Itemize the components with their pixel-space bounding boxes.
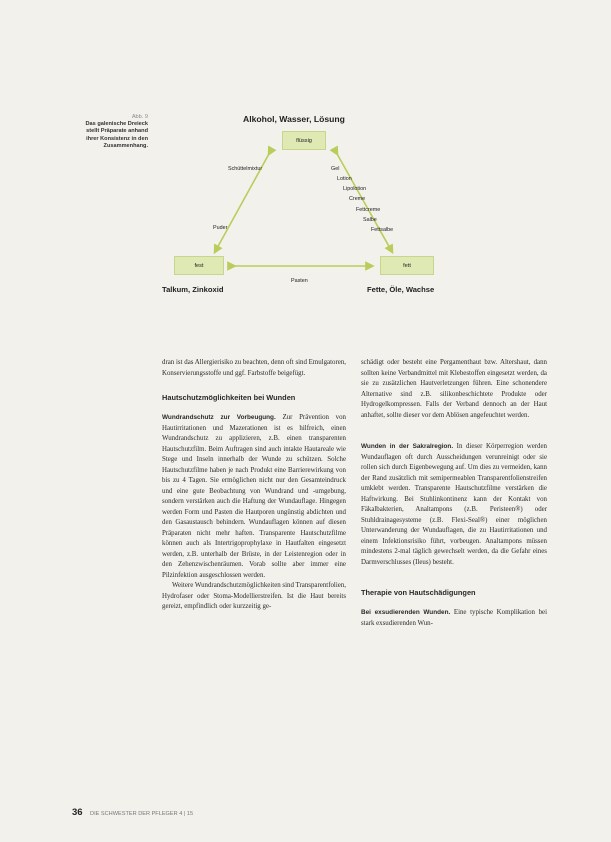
paragraph: schädigt oder besteht eine Pergamenthaut bzw. Altershaut, dann sollten keine Verbandmittel mit Klebestoffen eingesetzt werden, da sie zu zusätzlichen Hautverletzungen führen. Eine schonendere Alternative sind z.B. silikonbeschichtete Produkte oder Hydrogelkompressen. Falls der Verband dennoch an der Haut anhaftet, sollte dieser vor dem Ablösen angefeuchtet werden.: [361, 359, 547, 419]
figure-label: Abb. 9: [131, 114, 148, 120]
label-right-item: Creme: [349, 196, 366, 202]
text-column-right: [361, 358, 547, 629]
box-fluessig: flüssig: [282, 131, 326, 150]
paragraph: [361, 442, 547, 568]
label-right-item: Lotion: [337, 176, 352, 182]
page-footer: [72, 802, 193, 820]
galenic-triangle-diagram: [0, 0, 611, 330]
paragraph: [361, 608, 547, 629]
box-fett: fett: [380, 256, 434, 275]
box-fest: fest: [174, 256, 224, 275]
label-fette-oele-wachse: Fette, Öle, Wachse: [367, 285, 435, 294]
label-right-item: Fettcreme: [356, 207, 381, 213]
paragraph-text: In dieser Körperregion werden Wundauflagen oft durch Ausscheidungen verunreinigt oder sie rollen sich durch Eigenbewegung auf. Um dies zu vermeiden, kann der Rand zusätzlich mit semipermeablen Transparentfolienstreifen umklebt werden. Transparente Hautschutzfilme verstärken die Haftwirkung. Bei Stuhlinkontinenz kann der Kontakt von Fäkalbakterien, Analtampons (z.B. Peristeen®) oder Stuhldrainagesysteme (z.B. Flexi-Seal®) einer möglichen Unterwanderung der Wundauflagen, die zu Hautirritationen und einem Infektionsrisiko führt, vorbeugen. Analtampons müssen mindestens 2-mal täglich gewechselt werden, da die Gefahr eines Darmverschlusses (Ileus) besteht.: [361, 443, 547, 566]
paragraph: dran ist das Allergierisiko zu beachten, denn oft sind Emulgatoren, Konservierungsstoffe und ggf. Farbstoffe beigefügt.: [162, 359, 346, 377]
paragraph: Weitere Wundrandschutzmöglichkeiten sind Transparentfolien, Hydrofaser oder Stoma-Modellierstreifen. Ist die Haut bereits gereizt, empfindlich oder kurzzeitig ge-: [162, 582, 346, 610]
label-right-item: Salbe: [363, 217, 377, 223]
paragraph-lead: Bei exsudierenden Wunden.: [361, 609, 451, 616]
label-right-item: Fettsalbe: [371, 227, 394, 233]
paragraph-lead: Wundrandschutz zur Vorbeugung.: [162, 414, 276, 421]
section-heading: Therapie von Hautschädigungen: [361, 588, 476, 597]
diagram-top-label: Alkohol, Wasser, Lösung: [243, 114, 345, 124]
text-column-left: [162, 358, 346, 613]
paragraph-text: Eine typische Komplikation bei stark exsudierenden Wun-: [361, 609, 547, 627]
label-right-item: Lipolotion: [343, 186, 367, 192]
section-heading: Hautschutzmöglichkeiten bei Wunden: [162, 393, 296, 402]
page-number: 36: [72, 807, 83, 818]
journal-name: DIE SCHWESTER DER PFLEGER 4 | 15: [90, 811, 194, 817]
paragraph-lead: Wunden in der Sakralregion.: [361, 443, 454, 450]
label-talkum-zinkoxid: Talkum, Zinkoxid: [162, 285, 224, 294]
label-pasten: Pasten: [291, 278, 308, 284]
label-schuettelmixtur: Schüttelmixtur: [228, 166, 263, 172]
paragraph: [162, 413, 346, 581]
paragraph-text: Zur Prävention von Hautirritationen und Mazerationen ist es hilfreich, einen Wundrandschutz zu applizieren, z.B. einen transparenten Hautschutzfilm. Beim Auftragen sind auch intakte Hautareale wie Stege und Inseln innerhalb der Wunde zu schützen. Solche Hautschutzfilme haben je nach Produkt eine Barrierewirkung von bis zu 4 Tagen. Sie ermöglichen nicht nur den Gesamteindruck und eine gute Beobachtung von Wundrand und -umgebung, sondern verstärken auch die Haftung der Wundauflage. Hingegen werden Form und Pasten die Hautporen ungünstig abdichten und den Gasaustausch behindern. Wundauflagen können auf diesen Präparaten nicht mehr haften. Transparente Hautschutzfilme können auch als Intertrigoprophylaxe in Hautfalten eingesetzt werden, z.B. unterhalb der Brüste, in der Leistenregion oder in den Zehenzwischenräumen. Vorab sollte aber immer eine Pilzinfektion ausgeschlossen werden.: [162, 414, 346, 579]
label-puder: Puder: [213, 225, 228, 231]
figure-caption-text: Das galenische Dreieck stellt Präparate anhand ihrer Konsistenz in den Zusammenhang.: [85, 121, 148, 149]
label-right-item: Gel: [331, 166, 340, 172]
